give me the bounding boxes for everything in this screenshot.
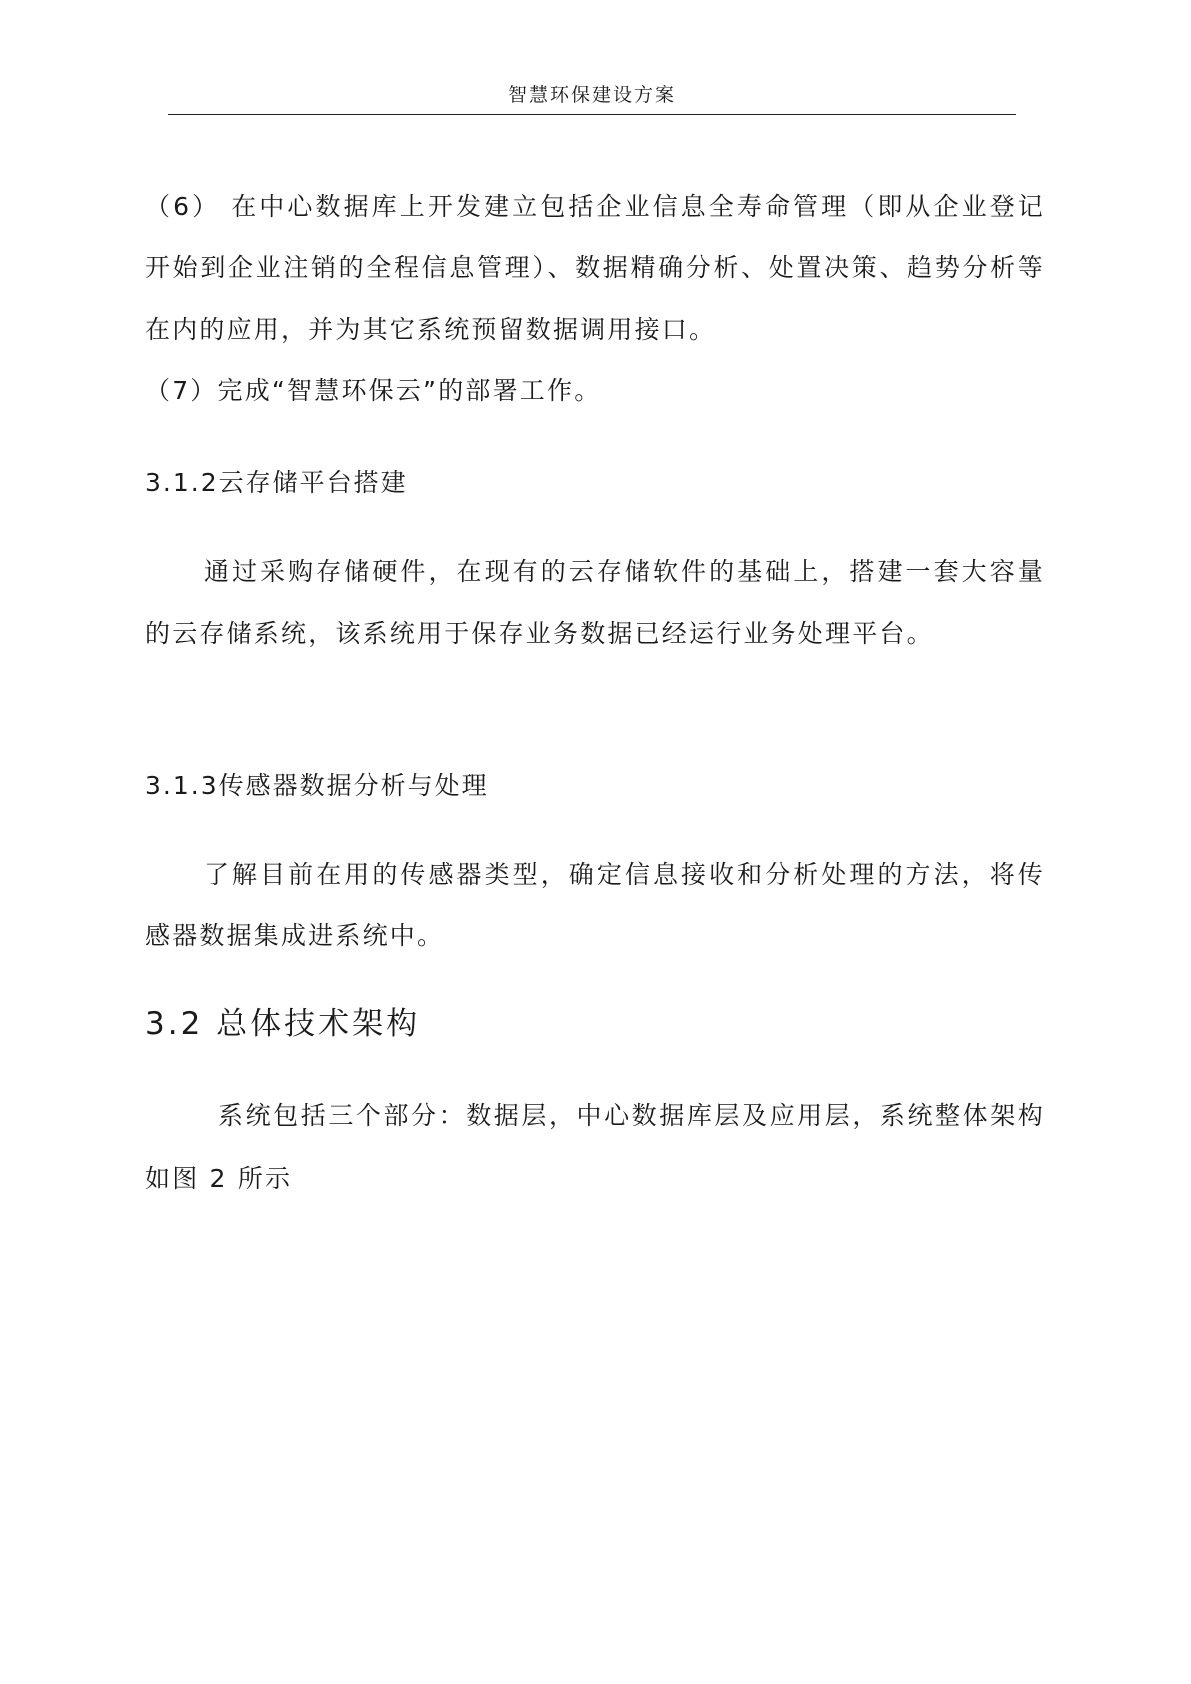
header-divider — [168, 114, 1016, 115]
section-3-1-2-paragraph-line-2: 的云存储系统，该系统用于保存业务数据已经运行业务处理平台。 — [145, 619, 934, 648]
page-header-title: 智慧环保建设方案 — [507, 84, 676, 106]
item-6-line-2: 开始到企业注销的全程信息管理）、数据精确分析、处置决策、趋势分析等 — [145, 253, 1045, 282]
item-6-line-3: 在内的应用，并为其它系统预留数据调用接口。 — [145, 315, 717, 344]
section-3-1-3-heading: 3.1.3传感器数据分析与处理 — [145, 771, 489, 800]
section-3-2-heading: 3.2 总体技术架构 — [145, 1006, 421, 1042]
section-3-1-2-heading: 3.1.2云存储平台搭建 — [145, 468, 408, 497]
section-3-1-3-paragraph-line-1: 了解目前在用的传感器类型，确定信息接收和分析处理的方法，将传 — [204, 860, 1045, 889]
section-3-1-2-paragraph-line-1: 通过采购存储硬件，在现有的云存储软件的基础上，搭建一套大容量 — [204, 557, 1045, 586]
item-6-line-1: （6） 在中心数据库上开发建立包括企业信息全寿命管理（即从企业登记 — [145, 192, 1045, 221]
section-3-2-paragraph-line-1: 系统包括三个部分：数据层，中心数据库层及应用层，系统整体架构 — [218, 1101, 1045, 1130]
section-3-1-3-paragraph-line-2: 感器数据集成进系统中。 — [145, 921, 445, 950]
section-3-2-paragraph-line-2: 如图 2 所示 — [145, 1164, 293, 1193]
item-7: （7）完成“智慧环保云”的部署工作。 — [145, 376, 602, 405]
